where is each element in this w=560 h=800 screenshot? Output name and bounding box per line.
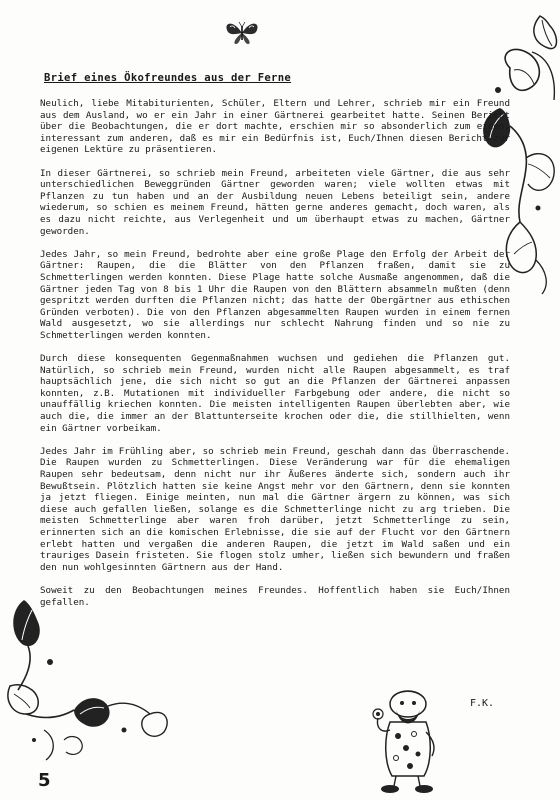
paragraph: Soweit zu den Beobachtungen meines Freundes. Hoffentlich haben sie Euch/Ihnen gefallen. — [40, 584, 510, 608]
signature-initials: F.K. — [470, 698, 495, 709]
butterfly-icon — [224, 20, 260, 46]
letter-body — [40, 98, 510, 620]
page-number: 5 — [38, 770, 51, 791]
paragraph: Jedes Jahr, so mein Freund, bedrohte aber eine große Plage den Erfolg der Arbeit der Gärtner: Raupen, die die Blätter von den Pflanzen fraßen, damit sie zu Schmetterlingen werden konnten. Diese Plage hatte solche Ausmaße angenommen, daß die Gärtner jeden Tag von 8 bis 1 Uhr die Raupen von den Blättern absammeln mußten (denn gespritzt werden durften die Pflanzen nicht; das hatte der Obergärtner aus ethischen Gründen verboten). Die von den Pflanzen abgesammelten Raupen wurden in einem fernen Wald ausgesetzt, wo sie allerdings nur schlecht Nahrung finden und so nie zu Schmetterlingen werden konnten. — [40, 248, 510, 341]
cartoon-figure-illustration — [366, 688, 448, 796]
paragraph: Durch diese konsequenten Gegenmaßnahmen wuchsen und gediehen die Pflanzen gut. Natürlich, so schrieb mein Freund, wurden nicht alle Raupen abgesammelt, es traf hauptsächlich jene, die sich nicht so gut an die Pflanzen der Gärtnerei anpassen konnten, z.B. Mutationen mit individueller Farbgebung oder andere, die nicht so unauffällig kriechen konnten. Die meisten intelligenten Raupen überlebten aber, wie auch die, die immer an der Blattunterseite krochen oder die, die stillhielten, wenn ein Gärtner vorbeikam. — [40, 353, 510, 434]
paragraph: Neulich, liebe Mitabiturienten, Schüler, Eltern und Lehrer, schrieb mir ein Freund aus dem Ausland, wo er ein Jahr in einer Gärtnerei gearbeitet hatte. Seinen Bericht über die Beobachtungen, die er dort machte, erschien mir so absonderlich zum einen, interessant zum anderen, daß es mir ein Bedürfnis ist, Euch/Ihnen diesen Bericht zur eigenen Lektüre zu präsentieren. — [40, 98, 510, 156]
paragraph: In dieser Gärtnerei, so schrieb mein Freund, arbeiteten viele Gärtner, die aus sehr unterschiedlichen Beweggründen Gärtner geworden waren; viele wollten etwas mit Pflanzen zu tun haben und an der Ausbildung neuen Lebens beteiligt sein, andere wiederum, so schien es meinem Freund, hätten gerne anderes gemacht, doch waren, als es dazu nicht reichte, aus Verlegenheit und um überhaupt etwas zu machen, Gärtner geworden. — [40, 167, 510, 237]
document-title: Brief eines Ökofreundes aus der Ferne — [44, 72, 292, 84]
paragraph: Jedes Jahr im Frühling aber, so schrieb mein Freund, geschah dann das Überraschende. Die Raupen wurden zu Schmetterlingen. Diese Veränderung war für die ehemaligen Raupen sehr bedeutsam, denn nicht nur ihr Äußeres änderte sich, sondern auch ihr Bewußtsein. Plötzlich hatten sie keine Angst mehr vor den Gärtnern, denn sie konnten ja jetzt fliegen. Einige meinten, nun mal die Gärtner ärgern zu können, was sich diese auch gefallen ließen, solange es die Schmetterlinge nicht zu arg trieben. Die meisten Schmetterlinge aber waren froh darüber, jetzt Schmetterlinge zu sein, erinnerten sich an die komischen Erlebnisse, die sie auf der Flucht vor den Gärtnern erlebt hatten und vergaßen die anderen Raupen, die jetzt im Wald saßen und ein trauriges Dasein fristeten. Sie flogen stolz umher, ließen sich bewundern und fraßen den nun wohlgesinnten Gärtnern aus der Hand. — [40, 445, 510, 573]
